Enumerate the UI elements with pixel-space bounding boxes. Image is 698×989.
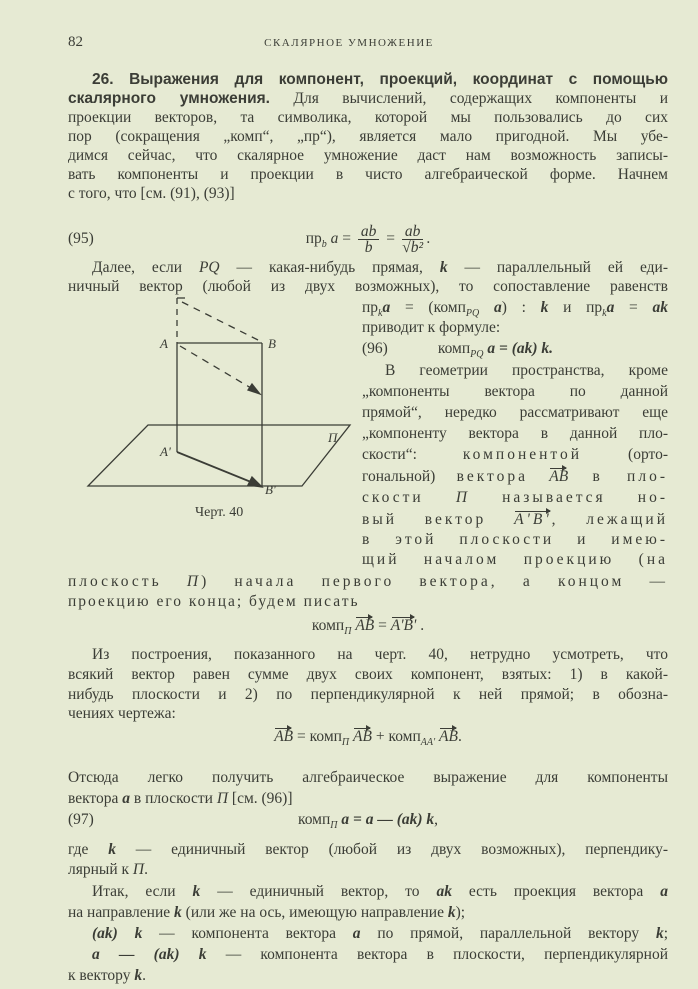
- eq-rhs: a = (ak) k.: [487, 340, 554, 357]
- fraction: [358, 224, 380, 255]
- text-line: [92, 924, 668, 944]
- text: — параллельный ей еди-: [447, 259, 668, 276]
- text: есть проекция вектора: [451, 883, 661, 900]
- text: .: [457, 728, 462, 745]
- text: называется но-: [470, 489, 668, 506]
- text: Итак, если: [92, 883, 193, 900]
- text-line: [362, 467, 668, 487]
- eq-sub: PQ: [470, 349, 484, 361]
- math-var: k: [540, 299, 549, 316]
- text: Для вычислений, содержащих компоненты и: [269, 90, 668, 107]
- math-var: k: [655, 925, 664, 942]
- text-line: димся сейчас, что скалярное умножение даст нам возможность записы-: [68, 147, 668, 164]
- text: ) :: [501, 299, 541, 316]
- text: где: [68, 841, 109, 858]
- page-number: 82: [68, 34, 83, 50]
- denominator: √b²: [402, 238, 424, 256]
- text-line: Отсюда легко получить алгебраическое выражение для компоненты: [68, 769, 668, 786]
- text-line: вать компоненты и проекции в чисто алгебраической форме. Начнем: [68, 166, 668, 183]
- label-b-prime: B': [265, 482, 276, 497]
- equation-label: (96): [362, 340, 388, 357]
- label-plane: П: [328, 430, 338, 445]
- text: ;: [663, 925, 669, 942]
- text-line: чениях чертежа:: [68, 705, 176, 722]
- dashed-line: [182, 302, 262, 342]
- text: скости“:: [362, 446, 463, 463]
- eq-end: .: [426, 230, 431, 247]
- formula-line: [362, 298, 668, 318]
- equation-97: [68, 810, 668, 830]
- text: и: [548, 299, 587, 316]
- text: по прямой, параллельной вектору: [360, 925, 656, 942]
- text: .: [144, 861, 148, 878]
- text-line: нибудь плоскости и 2) по перпендикулярной к ней прямой; в обозна-: [68, 686, 668, 703]
- eq-var: a: [330, 230, 339, 247]
- text: = комп: [293, 728, 342, 745]
- text-line: [68, 966, 668, 986]
- math-var: PQ: [198, 259, 220, 276]
- text: + комп: [371, 728, 421, 745]
- plane: [88, 425, 350, 486]
- text: плоскость: [68, 573, 187, 590]
- text: в плоскости: [130, 790, 217, 807]
- text: комп: [297, 811, 331, 828]
- math-var: k: [134, 967, 143, 984]
- text: вектора: [68, 790, 123, 807]
- vector-a1b1: A'B': [514, 511, 552, 528]
- fraction: [402, 224, 424, 255]
- text-line: с того, что [см. (91), (93)]: [68, 185, 235, 202]
- numerator: ab: [402, 224, 424, 240]
- label-a-prime: A': [160, 444, 171, 459]
- text-line: всякий вектор равен сумме двух своих компонент, взятых: 1) в какой-: [68, 666, 668, 683]
- text-line: [68, 903, 668, 923]
- eq-sub: П: [341, 737, 350, 749]
- eq-sub: PQ: [465, 308, 480, 320]
- text-line: [92, 945, 668, 965]
- text: , лежащий: [551, 511, 669, 528]
- text: =: [374, 617, 391, 634]
- eq-sub: b: [321, 239, 327, 251]
- equation: [68, 727, 668, 747]
- math-var: a: [352, 925, 361, 942]
- equation-label: (95): [68, 230, 94, 247]
- math-expr: a — (ak) k: [92, 946, 207, 963]
- equation-label: (97): [68, 811, 94, 828]
- text: =: [614, 299, 653, 316]
- eq-sign: =: [342, 230, 352, 247]
- denominator: b: [364, 238, 373, 256]
- text: — единичный вектор, то: [200, 883, 437, 900]
- text-line: приводит к формуле:: [362, 319, 501, 336]
- text-line: [92, 882, 668, 902]
- text: );: [455, 904, 466, 921]
- vector-a1b1: A'B': [390, 617, 417, 634]
- eq-sub: k: [602, 308, 607, 320]
- vector-ab: AB: [274, 728, 294, 745]
- vector-ab: AB: [439, 728, 458, 745]
- text-spaced: вектора: [456, 468, 528, 485]
- eq-text: пр: [305, 230, 322, 247]
- math-var: a: [382, 299, 391, 316]
- text: — компонента вектора: [142, 925, 353, 942]
- arrowhead: [248, 384, 260, 394]
- math-var: k: [447, 904, 456, 921]
- text: (или же на ось, имеющую направление: [181, 904, 448, 921]
- eq-sub: AA': [420, 737, 436, 749]
- text-line: „компоненту вектора в данной пло-: [362, 425, 668, 442]
- text: комп: [437, 340, 471, 357]
- text: скости: [362, 489, 456, 506]
- text-line: [68, 572, 668, 592]
- text-line: проекцию его конца; будем писать: [68, 593, 360, 610]
- math-var: k: [174, 904, 182, 921]
- text-line: [362, 510, 668, 530]
- eq-sub: k: [378, 308, 383, 320]
- math-var: П: [132, 861, 145, 878]
- text: ,: [434, 811, 439, 828]
- numerator: ab: [358, 224, 380, 240]
- section-title: 26. Выражения для компонент, проекций, координат с помощью: [92, 71, 668, 88]
- equation: [68, 616, 668, 636]
- text-line: [92, 258, 668, 278]
- section-title-cont: скалярного умножения.: [68, 90, 270, 107]
- text: в пло-: [568, 468, 668, 485]
- text: = (комп: [390, 299, 466, 316]
- text-line: щий началом проекцию (на: [362, 551, 668, 568]
- equation-96: [362, 339, 668, 359]
- text: [см. (96)]: [228, 790, 293, 807]
- text: пр: [586, 299, 603, 316]
- vector-ab: AB: [355, 617, 375, 634]
- text-line: в этой плоскости и имею-: [362, 531, 668, 548]
- figure-40-diagram: [60, 280, 360, 505]
- math-var: k: [439, 259, 448, 276]
- dashed-vector: [180, 346, 256, 391]
- text: — какая-нибудь прямая,: [219, 259, 440, 276]
- text: комп: [311, 617, 345, 634]
- vector-a1b1: [177, 452, 256, 484]
- text: (орто-: [582, 446, 668, 463]
- eq-sub: П: [330, 820, 338, 832]
- text: — компонента вектора в плоскости, перпендикулярной: [206, 946, 668, 963]
- text-line: [68, 860, 668, 880]
- vector-ab: AB: [353, 728, 372, 745]
- math-expr: (ak) k: [92, 925, 143, 942]
- eq-sign: =: [386, 230, 396, 247]
- running-title: СКАЛЯРНОЕ УМНОЖЕНИЕ: [264, 37, 434, 49]
- text: вый вектор: [362, 511, 515, 528]
- math-var: ak: [652, 299, 669, 316]
- text: .: [142, 967, 146, 984]
- text-line: прямой“, нередко рассматривают еще: [362, 404, 668, 421]
- eq-rhs: a = a — (ak) k: [341, 811, 435, 828]
- math-var: a: [122, 790, 131, 807]
- text: .: [416, 617, 425, 634]
- text-line: В геометрии пространства, кроме: [385, 362, 668, 379]
- text-line: [68, 840, 668, 860]
- arrowhead: [248, 477, 262, 487]
- text-line: ничный вектор (любой из двух возможных), то сопоставление равенств: [68, 278, 668, 295]
- math-var: k: [108, 841, 116, 858]
- figure-caption: Черт. 40: [195, 505, 244, 520]
- text: гональной): [362, 468, 457, 485]
- text-line: [362, 445, 668, 465]
- math-var: П: [186, 573, 202, 590]
- text: ) начала первого вектора, а концом —: [201, 573, 669, 590]
- text: — единичный вектор (любой из двух возможных), перпендику-: [115, 841, 668, 858]
- label-b: B: [268, 336, 276, 351]
- text-line: пор (сокращения „комп“, „пр“), является мало пригодной. Мы убе-: [68, 128, 668, 145]
- math-var: k: [192, 883, 201, 900]
- equation-95: [68, 222, 668, 256]
- text-line: Из построения, показанного на черт. 40, нетрудно усмотреть, что: [92, 646, 668, 663]
- text: к вектору: [68, 967, 135, 984]
- text: на направление: [68, 904, 175, 921]
- text-spaced: компонентой: [462, 446, 583, 463]
- math-var: П: [216, 790, 229, 807]
- math-var: П: [455, 489, 471, 506]
- text-line: проекции векторов, та символика, которой мы пользовались до сих: [68, 109, 668, 126]
- text: Далее, если: [92, 259, 199, 276]
- text-line: [68, 789, 668, 809]
- math-var: ak: [436, 883, 452, 900]
- text: пр: [362, 299, 379, 316]
- math-var: a: [493, 299, 502, 316]
- text-line: [68, 89, 668, 109]
- math-var: a: [660, 883, 668, 900]
- label-a: A: [160, 336, 168, 351]
- text-line: [362, 488, 668, 508]
- math-var: a: [606, 299, 615, 316]
- text: лярный к: [68, 861, 133, 878]
- vector-ab: AB: [549, 468, 569, 485]
- text-line: „компоненты вектора по данной: [362, 383, 668, 400]
- eq-sub: П: [344, 626, 352, 638]
